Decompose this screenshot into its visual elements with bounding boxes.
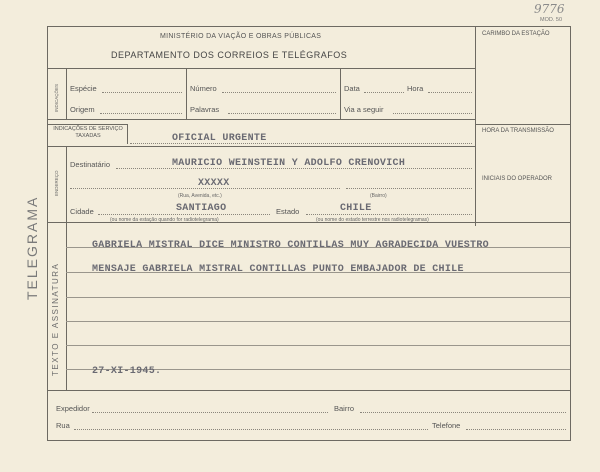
indicacoes-taxadas-label: INDICAÇÕES DE SERVIÇO TAXADAS [53,126,123,139]
especie-line [102,92,182,93]
expedidor-line [92,412,328,413]
handwritten-number: 9776 [534,2,565,16]
palavras-label: Palavras [190,105,220,114]
typed-estado: CHILE [340,203,372,214]
telefone-label: Telefone [432,421,461,430]
endereco-side-label: ENDEREÇO [54,170,59,196]
telegrama-side-label: TELEGRAMA [24,195,40,300]
typed-texto-line2: MENSAJE GABRIELA MISTRAL CONTILLAS PUNTO EMBAJADOR DE CHILE [92,264,464,275]
especie-label: Espécie [70,84,97,93]
data-line [364,92,404,93]
frame-right [570,26,571,441]
frame-top [47,26,571,27]
texto-rule3 [66,297,570,298]
texto-side-label: TEXTO E ASSINATURA [51,262,60,376]
indicacao-line [130,143,472,144]
hora-line [428,92,472,93]
cidade-hint: (ou nome da estação quando for radiotelegrama) [110,217,219,223]
endereco-line2 [346,188,472,189]
data-label: Data [344,84,360,93]
typed-cidade: SANTIAGO [176,203,227,214]
department-title: DEPARTAMENTO DOS CORREIOS E TELÉGRAFOS [111,50,348,60]
indicacoes-side-label: INDICAÇÕES [54,83,59,112]
typed-endereco: XXXXX [198,178,230,189]
box1-bottom [47,119,475,120]
box1-sep2 [340,68,341,119]
via-line [393,113,472,114]
rua-label: Rua [56,421,70,430]
cidade-line [98,214,270,215]
destinatario-line [116,168,472,169]
typed-indicacao: OFICIAL URGENTE [172,133,267,144]
origem-label: Origem [70,105,95,114]
box1-inner-left [66,68,67,119]
numero-line [222,92,336,93]
expedidor-label: Expedidor [56,404,90,413]
indicacoes-box-left [47,124,127,125]
bairro-hint: (Bairro) [370,193,387,199]
frame-left [47,26,48,441]
bairro-label: Bairro [334,404,355,413]
estado-line [306,214,472,215]
rua-avenida-hint: (Rua, Avenida, etc.) [178,193,222,199]
telefone-line [466,429,566,430]
estado-label: Estado [276,207,300,216]
box2-inner-left [66,146,67,222]
origem-line [100,113,182,114]
iniciais-operador-label: INICIAIS DO OPERADOR [482,176,553,182]
typed-texto-line1: GABRIELA MISTRAL DICE MINISTRO CONTILLAS MUY AGRADECIDA VUESTRO [92,240,489,251]
model-code: MOD. 50 [540,17,563,23]
ministry-title: MINISTÉRIO DA VIAÇÃO E OBRAS PÚBLICAS [160,33,322,40]
box2-top [47,146,475,147]
estado-hint: (ou nome do estado terrestre nos radiotelegramas) [316,217,429,223]
texto-rule5 [66,345,570,346]
rua-line [74,429,428,430]
typed-data: 27-XI-1945. [92,366,162,377]
stamp-label: CARIMBO DA ESTAÇÃO [482,31,550,37]
right-column-divider [475,26,476,226]
box1-sep1 [186,68,187,119]
frame-bottom [47,440,571,441]
palavras-line [228,113,336,114]
right-col-line1 [475,124,570,125]
destinatario-label: Destinatário [70,160,111,169]
texto-bottom [47,390,570,391]
box1-top [47,68,475,69]
endereco-line1 [70,188,340,189]
hora-transmissao-label: HORA DA TRANSMISSÃO [482,128,554,134]
cidade-label: Cidade [70,207,94,216]
hora-label: Hora [407,84,424,93]
typed-destinatario: MAURICIO WEINSTEIN Y ADOLFO CRENOVICH [172,158,406,169]
bairro-line [360,412,566,413]
numero-label: Número [190,84,217,93]
texto-rule4 [66,321,570,322]
indicacoes-box-right [127,124,128,144]
via-label: Via a seguir [344,105,384,114]
